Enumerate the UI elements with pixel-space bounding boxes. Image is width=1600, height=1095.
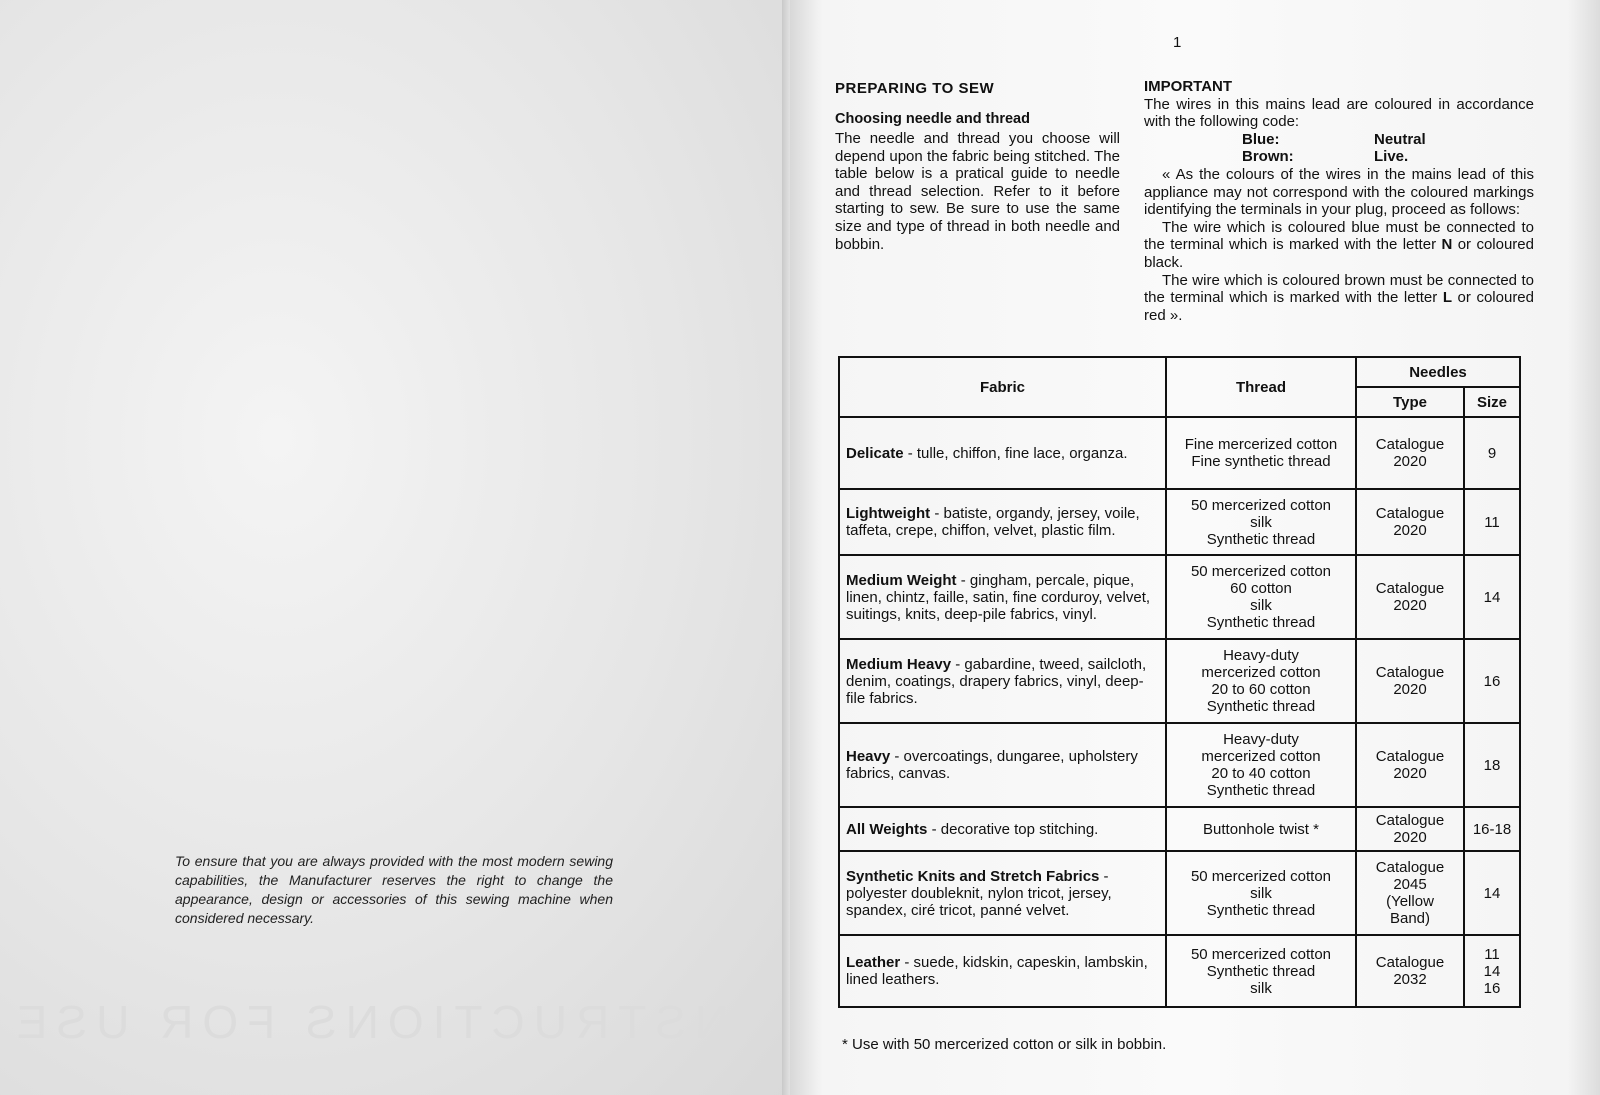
para-text: or coloured red ». <box>1144 289 1534 324</box>
important-intro: The wires in this mains lead are coloured in accordance with the following code: <box>1144 95 1534 131</box>
code-meaning: Live. <box>1374 148 1409 166</box>
type-cell <box>1356 417 1464 489</box>
thread-cell-line: Synthetic thread <box>1206 901 1316 919</box>
thread-cell-line: Synthetic thread <box>1206 530 1316 548</box>
type-cell-line: 2020 <box>1393 597 1427 614</box>
code-color: Blue: <box>1242 130 1280 148</box>
footnote: * Use with 50 mercerized cotton or silk in bobbin. <box>842 1036 1167 1053</box>
thread-cell <box>1166 639 1356 723</box>
table-row <box>839 639 1520 723</box>
type-cell-line: Catalogue <box>1375 505 1445 522</box>
thread-cell <box>1166 417 1356 489</box>
fabric-name: All Weights <box>846 820 928 838</box>
fabric-name: Lightweight <box>846 505 931 522</box>
thread-cell <box>1166 555 1356 639</box>
type-cell <box>1356 723 1464 807</box>
type-cell-line: Catalogue <box>1375 748 1445 765</box>
intro-paragraph: The needle and thread you choose will depend upon the fabric being stitched. The table below is a pratical guide to needle and thread selection. Refer to it before starting to sew. Be sure to use the same size and type of thread in both needle and bobbin. <box>835 130 1120 253</box>
thread-cell-line: mercerized cotton <box>1201 748 1321 765</box>
size-cell-line: 18 <box>1483 756 1501 774</box>
fabric-name: Leather <box>846 954 901 971</box>
fabric-desc: - suede, kidskin, capeskin, lambskin, lined leathers. <box>846 954 1148 988</box>
fabric-cell <box>839 935 1166 1007</box>
fabric-desc: - gingham, percale, pique, linen, chintz, faille, satin, fine corduroy, velvet, suitings, knits, deep-pile fabrics, vinyl. <box>846 571 1151 623</box>
size-cell-line: 16 <box>1483 979 1501 997</box>
fabric-desc: - overcoatings, dungaree, upholstery fabrics, canvas. <box>846 748 1138 782</box>
manufacturer-notice: To ensure that you are always provided with the most modern sewing capabilities, the Manufacturer reserves the right to change the appearance, design or accessories of this sewing machine when considered necessary. <box>175 853 613 926</box>
thread-cell-line: Heavy-duty <box>1223 647 1299 664</box>
header-needles: Needles <box>1356 357 1520 387</box>
size-cell-line: 16 <box>1483 672 1501 690</box>
thread-cell-line: Buttonhole twist * <box>1203 820 1319 838</box>
type-cell <box>1356 935 1464 1007</box>
code-meaning: Neutral <box>1374 130 1426 148</box>
fabric-desc: - tulle, chiffon, fine lace, organza. <box>903 444 1128 462</box>
thread-cell <box>1166 723 1356 807</box>
size-cell-line: 9 <box>1487 444 1497 462</box>
size-cell-line: 16-18 <box>1472 820 1512 838</box>
fabric-cell <box>839 723 1166 807</box>
fabric-name: Heavy <box>846 748 891 765</box>
thread-cell <box>1166 851 1356 935</box>
type-cell-line: Catalogue <box>1375 859 1445 876</box>
size-cell <box>1464 807 1520 851</box>
thread-cell-line: 50 mercerized cotton <box>1190 563 1332 580</box>
important-para-1: « As the colours of the wires in the mains lead of this appliance may not correspond with the coloured markings identifying the terminals in your plug, proceed as follows: <box>1144 165 1534 219</box>
thread-cell-line: mercerized cotton <box>1201 664 1321 681</box>
type-cell <box>1356 639 1464 723</box>
thread-cell-line: Fine synthetic thread <box>1191 453 1331 470</box>
type-cell-line: Catalogue <box>1375 954 1445 971</box>
show-through-text: INSTRUCTIONS FOR USE <box>7 996 750 1048</box>
size-cell <box>1464 639 1520 723</box>
size-cell-line: 14 <box>1483 588 1501 606</box>
fabric-desc: - decorative top stitching. <box>927 820 1099 838</box>
fabric-cell <box>839 555 1166 639</box>
size-cell <box>1464 723 1520 807</box>
section-title: PREPARING TO SEW <box>835 80 995 97</box>
terminal-letter-n: N <box>1441 236 1453 254</box>
para-text: or coloured black. <box>1144 236 1534 271</box>
important-title: IMPORTANT <box>1144 78 1233 95</box>
subsection-title: Choosing needle and thread <box>835 111 1030 127</box>
type-cell <box>1356 555 1464 639</box>
header-thread: Thread <box>1166 357 1356 417</box>
type-cell-line: 2020 <box>1393 453 1427 470</box>
type-cell-line: 2020 <box>1393 522 1427 539</box>
size-cell-line: 14 <box>1483 962 1501 980</box>
terminal-letter-l: L <box>1442 289 1452 307</box>
type-cell-line: 2020 <box>1393 681 1427 698</box>
type-cell-line: Catalogue <box>1375 812 1445 829</box>
fabric-name: Delicate <box>846 444 904 462</box>
header-size: Size <box>1464 387 1520 417</box>
header-type: Type <box>1356 387 1464 417</box>
thread-cell-line: Synthetic thread <box>1206 698 1316 715</box>
para-text: The wire which is coloured brown must be connected to the terminal which is marked with the letter <box>1144 271 1534 307</box>
table-row <box>839 935 1520 1007</box>
type-cell-line: Catalogue <box>1375 580 1445 597</box>
thread-cell-line: silk <box>1250 884 1272 902</box>
size-cell <box>1464 489 1520 555</box>
table-row <box>839 807 1520 851</box>
size-cell <box>1464 417 1520 489</box>
code-row-brown <box>1144 148 1534 166</box>
type-cell <box>1356 851 1464 935</box>
size-cell <box>1464 555 1520 639</box>
thread-cell-line: 50 mercerized cotton <box>1190 496 1332 514</box>
type-cell <box>1356 807 1464 851</box>
needle-thread-table <box>838 356 1521 1008</box>
type-cell-line: (Yellow <box>1386 893 1434 910</box>
fabric-name: Medium Weight <box>846 571 957 589</box>
fabric-cell <box>839 639 1166 723</box>
code-color: Brown: <box>1242 148 1294 166</box>
thread-cell-line: 20 to 60 cotton <box>1211 681 1311 698</box>
thread-cell-line: Heavy-duty <box>1223 731 1299 748</box>
table-body <box>839 417 1520 1007</box>
type-cell-line: Catalogue <box>1375 664 1445 681</box>
thread-cell-line: 50 mercerized cotton <box>1190 867 1332 885</box>
table-row <box>839 489 1520 555</box>
fabric-cell <box>839 417 1166 489</box>
thread-cell-line: 50 mercerized cotton <box>1190 945 1332 963</box>
table-row <box>839 723 1520 807</box>
table-row <box>839 417 1520 489</box>
fabric-desc: - gabardine, tweed, sailcloth, denim, coatings, drapery fabrics, vinyl, deep-file fabrics. <box>846 655 1147 707</box>
table-row <box>839 555 1520 639</box>
thread-cell <box>1166 489 1356 555</box>
thread-cell-line: Synthetic thread <box>1206 962 1316 980</box>
preparing-column <box>835 80 1120 253</box>
fabric-name: Medium Heavy <box>846 655 952 673</box>
left-page <box>0 0 790 1095</box>
thread-cell-line: Synthetic thread <box>1206 614 1316 631</box>
thread-cell-line: 60 cotton <box>1230 580 1292 597</box>
important-para-3 <box>1144 272 1534 325</box>
code-row-blue <box>1144 131 1534 149</box>
thread-cell-line: silk <box>1250 979 1272 997</box>
header-fabric: Fabric <box>839 357 1166 417</box>
size-cell-line: 14 <box>1483 884 1501 902</box>
thread-cell-line: 20 to 40 cotton <box>1211 765 1311 782</box>
important-para-2 <box>1144 219 1534 272</box>
fabric-cell <box>839 489 1166 555</box>
size-cell-line: 11 <box>1484 945 1500 963</box>
table-row <box>839 851 1520 935</box>
para-text: The wire which is coloured blue must be connected to the terminal which is marked with the letter <box>1144 218 1534 254</box>
thread-cell-line: Synthetic thread <box>1206 782 1316 799</box>
thread-cell-line: silk <box>1250 513 1272 531</box>
size-cell <box>1464 851 1520 935</box>
fabric-desc: - batiste, organdy, jersey, voile, taffeta, crepe, chiffon, velvet, plastic film. <box>846 505 1140 539</box>
type-cell-line: 2020 <box>1393 765 1427 782</box>
type-cell-line: Band) <box>1389 910 1431 927</box>
fabric-cell <box>839 851 1166 935</box>
thread-cell <box>1166 807 1356 851</box>
important-column <box>1144 78 1534 324</box>
size-cell-line: 11 <box>1484 513 1500 531</box>
type-cell-line: 2020 <box>1393 829 1427 846</box>
thread-cell-line: silk <box>1250 597 1272 614</box>
thread-cell-line: Fine mercerized cotton <box>1184 436 1338 453</box>
type-cell-line: 2032 <box>1393 971 1427 988</box>
fabric-cell <box>839 807 1166 851</box>
fabric-name: Synthetic Knits and Stretch Fabrics <box>846 867 1100 885</box>
fabric-desc: - polyester doubleknit, nylon tricot, jersey, spandex, ciré tricot, panné velvet. <box>846 867 1112 919</box>
page-number: 1 <box>1173 34 1182 51</box>
type-cell <box>1356 489 1464 555</box>
type-cell-line: 2045 <box>1393 876 1427 893</box>
size-cell <box>1464 935 1520 1007</box>
type-cell-line: Catalogue <box>1375 436 1445 453</box>
thread-cell <box>1166 935 1356 1007</box>
